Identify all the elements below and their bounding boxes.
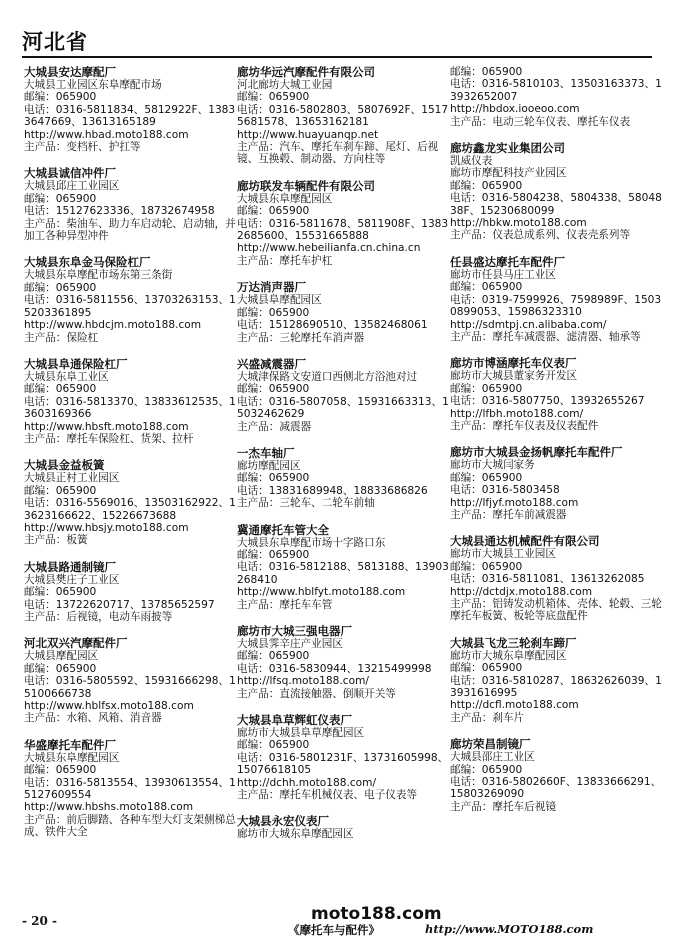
company-phone: 电话：0316-5811081、13613262085	[450, 573, 645, 586]
company-entry	[450, 142, 662, 242]
company-products: 主产品：摩托车机械仪表、电子仪表等	[237, 789, 418, 802]
company-entry	[24, 66, 236, 153]
company-name: 大城县路通制镜厂	[24, 559, 116, 574]
company-website-link[interactable]: http://lfjyf.moto188.com	[450, 496, 579, 509]
company-products: 主产品：三轮车、二轮车前轴	[237, 497, 375, 510]
company-detail: 大城县摩配园区	[24, 650, 99, 663]
company-phone: 电话：0316-5807750、13932655267	[450, 395, 645, 408]
company-products: 主产品：三轮摩托车消声器	[237, 331, 365, 344]
company-website-link[interactable]: http://hbkw.moto188.com	[450, 217, 587, 230]
company-website-link[interactable]: http://lfsq.moto188.com/	[237, 675, 369, 688]
company-detail: 河北廊坊大城工业园	[237, 79, 333, 91]
company-entry	[450, 357, 662, 432]
company-phone: 电话：0316-5807058、15931663313、15032462629	[237, 395, 449, 421]
company-entry	[237, 714, 449, 801]
company-products: 主产品：减震器	[237, 420, 312, 433]
company-entry	[24, 459, 236, 546]
company-name: 华盛摩托车配件厂	[24, 737, 116, 752]
company-entry	[24, 358, 236, 445]
company-entry	[450, 66, 662, 128]
company-detail: 廊坊市大城东阜摩配园区	[450, 649, 567, 662]
company-entry	[450, 738, 662, 813]
directory-column-2	[237, 66, 449, 855]
company-entry	[237, 625, 449, 700]
company-entry	[237, 180, 449, 267]
title-divider	[22, 56, 652, 58]
company-postcode: 邮编：065900	[237, 306, 310, 319]
company-detail: 大城县邵庄工业区	[450, 751, 535, 764]
company-detail: 大城县阜摩配园区	[237, 294, 322, 307]
company-detail: 廊坊市大城县董家务开发区	[450, 370, 578, 383]
company-name: 兴盛减震器厂	[237, 356, 306, 371]
company-products: 主产品：直流接触器、倒顺开关等	[237, 687, 396, 700]
company-website-link[interactable]: http://www.hebeilianfa.cn.china.cn	[237, 242, 421, 255]
company-entry	[24, 256, 236, 343]
company-entry	[24, 637, 236, 724]
directory-column-1	[24, 66, 236, 853]
company-products: 主产品：摩托车减震器、滤清器、轴承等	[450, 330, 641, 343]
company-postcode: 邮编：065900	[237, 472, 310, 485]
company-detail: 廊坊市摩配科技产业园区	[450, 167, 567, 180]
page-number: - 20 -	[22, 914, 58, 928]
company-website-link[interactable]: http://www.hbsft.moto188.com	[24, 420, 189, 433]
company-products: 主产品：摩托车保险杠、货架、拉杆	[24, 432, 194, 445]
company-detail: 大城县东阜摩配市场东第三条街	[24, 269, 173, 282]
company-website-link[interactable]: http://www.hblfyt.moto188.com	[237, 586, 406, 599]
company-products: 主产品：电动三轮车仪表、摩托车仪表	[450, 115, 631, 128]
company-detail: 凯威仪表	[450, 155, 493, 168]
company-detail: 大城县霁辛庄产业园区	[237, 638, 343, 650]
company-detail: 大城县东阜摩配园区	[237, 192, 333, 205]
company-postcode: 邮编：065900	[24, 192, 97, 205]
company-products: 主产品：摩托车后视镜	[450, 800, 556, 813]
company-entry	[237, 66, 449, 166]
company-detail: 大城县正村工业园区	[24, 472, 120, 485]
company-postcode: 邮编：065900	[24, 764, 97, 777]
company-phone: 电话：0316-5811834、5812922F、13833647669、13613165189	[24, 103, 236, 129]
company-detail: 大城县东阜工业区	[24, 370, 109, 383]
company-website-link[interactable]: http://www.hbsjy.moto188.com	[24, 521, 189, 534]
company-website-link[interactable]: http://dcfl.moto188.com	[450, 699, 579, 712]
company-phone: 电话：0316-5810103、13503163373、13932652007	[450, 78, 662, 103]
company-postcode: 邮编：065900	[24, 91, 97, 104]
company-website-link[interactable]: http://www.hbdcjm.moto188.com	[24, 319, 202, 332]
company-postcode: 邮编：065900	[24, 586, 97, 599]
company-phone: 电话：0316-5569016、13503162922、13623166622、15226673688	[24, 497, 236, 522]
company-products: 主产品：板簧	[24, 534, 88, 547]
company-website-link[interactable]: http://www.hbad.moto188.com	[24, 128, 189, 141]
company-name: 大城县通达机械配件有限公司	[450, 534, 600, 549]
company-postcode: 邮编：065900	[237, 548, 310, 561]
company-postcode: 邮编：065900	[237, 383, 310, 396]
company-website-link[interactable]: http://sdmtpj.cn.alibaba.com/	[450, 318, 607, 331]
company-postcode: 邮编：065900	[24, 281, 97, 294]
company-postcode: 邮编：065900	[450, 382, 523, 395]
company-name: 大城县安达摩配厂	[24, 65, 116, 79]
page-title: 河北省	[22, 30, 88, 54]
company-postcode: 邮编：065900	[237, 739, 310, 752]
company-website-link[interactable]: http://www.hbshs.moto188.com	[24, 801, 194, 814]
company-phone: 电话：0316-5812188、5813188、13903268410	[237, 561, 449, 586]
company-name: 大城县飞龙三轮刹车蹄厂	[450, 635, 577, 650]
company-postcode: 邮编：065900	[24, 662, 97, 675]
company-products: 主产品：水箱、风箱、消音器	[24, 712, 162, 725]
directory-column-3	[450, 66, 662, 827]
company-products: 主产品：摩托车护杠	[237, 254, 333, 267]
company-phone: 电话：0316-5811678、5811908F、13832685600、15531665888	[237, 217, 449, 243]
company-website-link[interactable]: http://dchh.moto188.com/	[237, 776, 377, 789]
company-phone: 电话：0316-5810287、18632626039、13931616995	[450, 674, 662, 700]
company-postcode: 邮编：065900	[450, 560, 523, 573]
company-name: 大城县永宏仪表厂	[237, 814, 329, 829]
company-phone: 电话：0316-5805592、15931666298、15100666738	[24, 675, 236, 700]
company-phone: 电话：15127623336、18732674958	[24, 205, 215, 218]
company-phone: 电话：13722620717、13785652597	[24, 598, 215, 611]
company-phone: 电话：0316-5802660F、13833666291、15803269090	[450, 776, 662, 801]
company-postcode: 邮编：065900	[450, 281, 523, 294]
company-postcode: 邮编：065900	[24, 484, 97, 497]
company-phone: 电话：15128690510、13582468061	[237, 319, 428, 332]
company-postcode: 邮编：065900	[237, 205, 310, 218]
company-entry	[237, 358, 449, 433]
company-products: 主产品：汽车、摩托车刹车蹄、尾灯、后视镜、互换毂、制动器、方向柱等	[237, 141, 439, 166]
company-products: 主产品：摩托车仪表及仪表配件	[450, 419, 599, 432]
company-entry	[450, 535, 662, 622]
company-postcode: 邮编：065900	[24, 383, 97, 396]
company-postcode: 邮编：065900	[450, 471, 523, 484]
company-phone: 电话：0316-5802803、5807692F、15175681578、13653162181	[237, 103, 449, 129]
company-name: 大城县阜草辉虹仪表厂	[237, 713, 352, 728]
directory-columns	[24, 65, 662, 908]
company-detail: 大城县樊庄子工业区	[24, 573, 120, 586]
footer-site-logo: moto188.com	[311, 904, 442, 924]
company-detail: 大城县邱庄工业园区	[24, 180, 120, 193]
company-products: 主产品：保险杠	[24, 331, 99, 344]
footer-magazine-name: 《摩托车与配件》	[288, 923, 380, 937]
company-entry	[237, 524, 449, 611]
company-name: 万达消声器厂	[237, 280, 306, 295]
company-phone: 电话：13831689948、18833686826	[237, 484, 428, 497]
company-website-link[interactable]: http://hbdox.iooeoo.com	[450, 103, 580, 116]
company-phone: 电话：0316-5803458	[450, 484, 560, 497]
company-name: 任县盛达摩托车配件厂	[450, 254, 565, 269]
company-entry	[24, 561, 236, 624]
company-products: 主产品：刹车片	[450, 711, 525, 724]
company-phone: 电话：0316-5813370、13833612535、13603169366	[24, 395, 236, 421]
company-name: 大城县金益板簧	[24, 458, 105, 473]
company-website-link[interactable]: http://www.huayuanqp.net	[237, 128, 379, 141]
company-products: 主产品：摩托车车管	[237, 598, 333, 611]
company-postcode: 邮编：065900	[450, 662, 523, 675]
company-postcode: 邮编：065900	[450, 179, 523, 192]
company-detail: 廊坊市大城县工业园区	[450, 548, 556, 561]
company-detail: 廊坊市大城东阜摩配园区	[237, 828, 354, 841]
company-entry	[237, 281, 449, 344]
company-website-link[interactable]: http://lfbh.moto188.com/	[450, 407, 584, 420]
company-products: 主产品：前后脚踏、各种车型大灯支架侧梯总成、铁件大全	[24, 813, 236, 839]
company-name: 大城县阜通保险杠厂	[24, 356, 128, 371]
company-entry	[237, 447, 449, 510]
company-name: 廊坊联发车辆配件有限公司	[237, 178, 375, 193]
company-name: 廊坊荣昌制镜厂	[450, 737, 531, 752]
company-name: 廊坊鑫龙实业集团公司	[450, 141, 565, 156]
company-postcode: 邮编：065900	[450, 763, 523, 776]
company-name: 廊坊市博涵摩托车仪表厂	[450, 356, 577, 371]
company-detail: 大城津保路文安道口西侧北方浴池对过	[237, 370, 418, 383]
company-name: 冀通摩托车管大全	[237, 522, 329, 537]
company-postcode: 邮编：065900	[237, 650, 310, 663]
company-name: 大城县诚信冲件厂	[24, 166, 116, 181]
company-name: 一杰车轴厂	[237, 445, 295, 460]
company-entry	[24, 167, 236, 242]
company-phone: 电话：0316-5801231F、13731605998、15076618105	[237, 751, 449, 777]
company-phone: 电话：0319-7599926、7598989F、15030899053、15986323310	[450, 293, 662, 319]
company-entry	[450, 256, 662, 343]
company-detail: 廊坊市大城闫家务	[450, 459, 535, 472]
company-detail: 大城县工业园区东阜摩配市场	[24, 79, 162, 91]
company-name: 廊坊市大城县金扬帆摩托车配件厂	[450, 445, 623, 460]
company-phone: 电话：0316-5830944、13215499998	[237, 662, 432, 675]
company-products: 主产品：柴油车、助力车启动轮、启动轴，并加工各种异型冲件	[24, 217, 236, 243]
company-entry	[237, 815, 449, 840]
company-phone: 电话：0316-5804238、5804338、5804838F、15230680099	[450, 192, 662, 217]
company-postcode: 邮编：065900	[237, 91, 310, 104]
company-products: 主产品：仪表总成系列、仪表壳系列等	[450, 229, 631, 242]
company-phone: 电话：0316-5813554、13930613554、15127609554	[24, 776, 236, 802]
company-products: 主产品：后视镜，电动车雨披等	[24, 611, 173, 623]
company-products: 主产品：变档杆、护扛等	[24, 141, 141, 154]
footer-url: http://www.MOTO188.com	[425, 922, 594, 936]
company-detail: 廊坊市大城县阜草摩配园区	[237, 727, 365, 740]
company-entry	[24, 739, 236, 839]
company-detail: 廊坊摩配园区	[237, 459, 301, 472]
company-postcode: 邮编：065900	[450, 66, 523, 78]
company-products: 主产品：铝铸发动机箱体、壳体、轮毂、三轮摩托车板簧、板轮等底盘配件	[450, 598, 662, 623]
company-detail: 廊坊市任县马庄工业区	[450, 268, 556, 281]
company-detail: 大城县东阜摩配园区	[24, 751, 120, 764]
company-website-link[interactable]: http://www.hblfsx.moto188.com	[24, 700, 194, 713]
company-detail: 大城县东阜摩配市场十字路口东	[237, 536, 386, 549]
company-website-link[interactable]: http://dctdjx.moto188.com	[450, 585, 593, 598]
company-name: 廊坊华远汽摩配件有限公司	[237, 65, 375, 79]
company-name: 河北双兴汽摩配件厂	[24, 636, 128, 651]
company-entry	[450, 446, 662, 521]
company-phone: 电话：0316-5811556、13703263153、15203361895	[24, 294, 236, 319]
company-entry	[450, 637, 662, 724]
company-products: 主产品：摩托车前减震器	[450, 508, 567, 521]
company-name: 大城县东阜金马保险杠厂	[24, 255, 151, 270]
company-name: 廊坊市大城三强电器厂	[237, 624, 352, 638]
